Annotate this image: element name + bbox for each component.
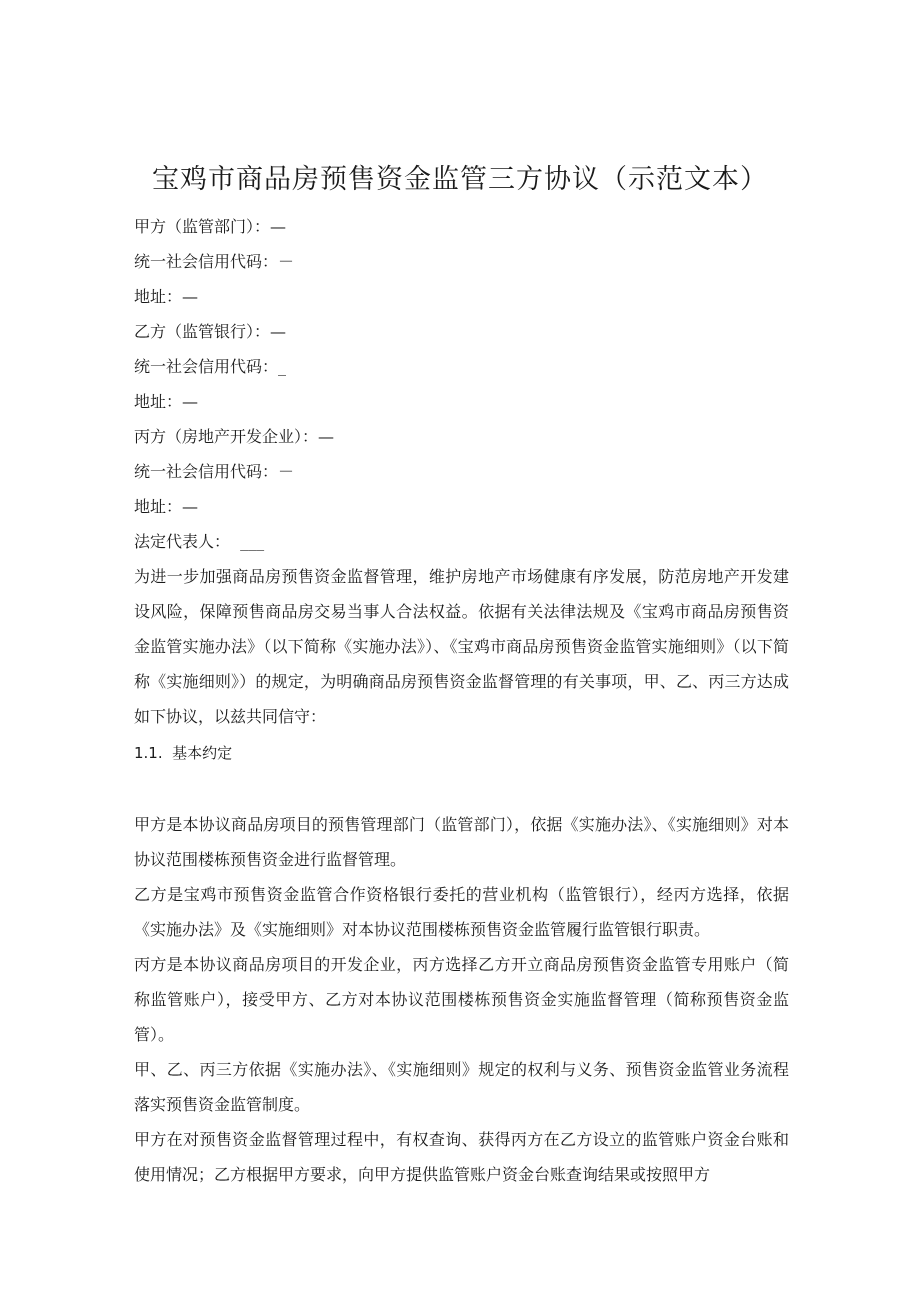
section-paragraph: 甲、乙、丙三方依据《实施办法》、《实施细则》规定的权利与义务、预售资金监管业务流程落实预售资金监管制度。 bbox=[134, 1060, 789, 1114]
section-paragraph: 乙方是宝鸡市预售资金监管合作资格银行委托的营业机构（监管银行），经丙方选择，依据《实施办法》及《实施细则》对本协议范围楼栋预售资金监管履行监管银行职责。 bbox=[134, 885, 789, 939]
party-c-credit-code: 统一社会信用代码：－ bbox=[134, 462, 295, 481]
party-a-field: 甲方（监管部门）：— bbox=[134, 217, 287, 236]
section-gap bbox=[134, 771, 789, 807]
party-c-address: 地址：— bbox=[134, 497, 199, 516]
intro-paragraph: 为进一步加强商品房预售资金监督管理，维护房地产市场健康有序发展，防范房地产开发建设风险，保障预售商品房交易当事人合法权益。依据有关法律法规及《宝鸡市商品房预售资金监管实施办法》（以下简称《实施办法》）、《宝鸡市商品房预售资金监管实施细则》（以下简称《实施细则》）的规定，为明确商品房预售资金监督管理的有关事项，甲、乙、丙三方达成如下协议，以兹共同信守： bbox=[134, 567, 789, 726]
document-body bbox=[134, 209, 789, 1192]
document-title: 宝鸡市商品房预售资金监管三方协议（示范文本） bbox=[152, 164, 768, 195]
party-c-field: 丙方（房地产开发企业）：— bbox=[134, 427, 335, 446]
section-heading: 1.1. 基本约定 bbox=[134, 744, 233, 762]
section-paragraph: 甲方在对预售资金监督管理过程中，有权查询、获得丙方在乙方设立的监管账户资金台账和使用情况；乙方根据甲方要求，向甲方提供监管账户资金台账查询结果或按照甲方 bbox=[134, 1130, 789, 1184]
party-a-address: 地址：— bbox=[134, 287, 199, 306]
party-b-address: 地址：— bbox=[134, 392, 199, 411]
legal-representative-field: 法定代表人： ___ bbox=[134, 532, 265, 551]
section-paragraph: 丙方是本协议商品房项目的开发企业，丙方选择乙方开立商品房预售资金监管专用账户（简称监管账户），接受甲方、乙方对本协议范围楼栋预售资金实施监督管理（简称预售资金监管）。 bbox=[134, 955, 789, 1044]
section-paragraph: 甲方是本协议商品房项目的预售管理部门（监管部门），依据《实施办法》、《实施细则》对本协议范围楼栋预售资金进行监督管理。 bbox=[134, 815, 789, 869]
party-b-field: 乙方（监管银行）：— bbox=[134, 322, 287, 341]
party-a-credit-code: 统一社会信用代码：－ bbox=[134, 252, 295, 271]
party-b-credit-code: 统一社会信用代码：_ bbox=[134, 357, 287, 376]
